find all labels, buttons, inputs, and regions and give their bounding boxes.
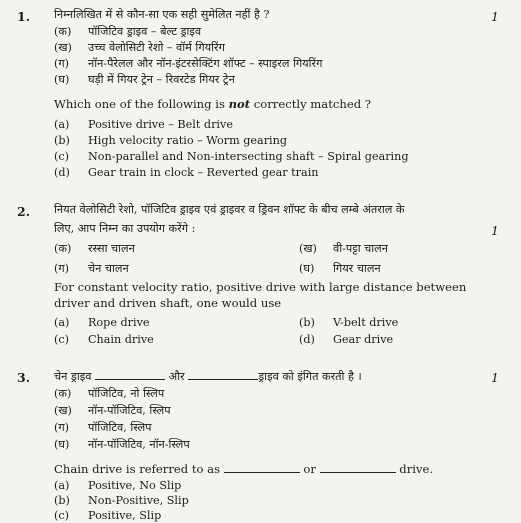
question-number: 1. bbox=[17, 9, 31, 24]
hindi-question-line: लिए, आप निम्न का उपयोग करेंगे : bbox=[54, 222, 196, 235]
english-question: Which one of the following is not correctly matched ? bbox=[54, 97, 372, 111]
question-number: 3. bbox=[17, 370, 31, 385]
marks: 1 bbox=[491, 370, 499, 385]
english-option: (a) Positive drive – Belt drive bbox=[54, 118, 233, 131]
english-question-line: For constant velocity ratio, positive drive with large distance between bbox=[54, 280, 467, 294]
english-option: (a) Rope drive bbox=[54, 316, 150, 329]
hindi-option: (क) पॉजिटिव, नो स्लिप bbox=[54, 387, 165, 400]
hindi-question: चेन ड्राइव और ड्राइव को इंगित करती है । bbox=[54, 370, 362, 383]
blank bbox=[95, 369, 165, 380]
hindi-question: निम्नलिखित में से कौन-सा एक सही सुमेलित नहीं है ? bbox=[54, 8, 270, 21]
hindi-option: (घ) घड़ी में गियर ट्रेन – रिवरटेड गियर ट्रेन bbox=[54, 73, 235, 86]
english-option: (d) Gear drive bbox=[299, 333, 394, 346]
hindi-option: (क) पॉजिटिव ड्राइव – बेल्ट ड्राइव bbox=[54, 25, 202, 38]
marks: 1 bbox=[491, 9, 499, 24]
hindi-option: (ख) वी-पट्टा चालन bbox=[299, 242, 388, 255]
english-option: (c) Non-parallel and Non-intersecting shaft – Spiral gearing bbox=[54, 150, 409, 163]
hindi-option: (घ) गियर चालन bbox=[299, 262, 381, 275]
hindi-option: (ख) उच्च वेलोसिटी रेशो – वॉर्म गियरिंग bbox=[54, 41, 225, 54]
blank bbox=[320, 462, 396, 473]
english-option: (d) Gear train in clock – Reverted gear train bbox=[54, 166, 319, 179]
english-option: (b) Non-Positive, Slip bbox=[54, 494, 189, 507]
marks: 1 bbox=[491, 223, 499, 238]
english-option: (b) V-belt drive bbox=[299, 316, 399, 329]
english-option: (a) Positive, No Slip bbox=[54, 479, 182, 492]
hindi-option: (क) रस्सा चालन bbox=[54, 242, 135, 255]
hindi-question-line: नियत वेलोसिटी रेशो, पॉजिटिव ड्राइव एवं ड्राइवर व ड्रिवन शॉफ्ट के बीच लम्बे अंतराल के bbox=[54, 203, 405, 216]
question-number: 2. bbox=[17, 204, 31, 219]
english-question: Chain drive is referred to as or drive. bbox=[54, 462, 434, 476]
english-option: (c) Positive, Slip bbox=[54, 509, 162, 522]
blank bbox=[224, 462, 300, 473]
hindi-option: (ख) नॉन-पॉजिटिव, स्लिप bbox=[54, 404, 171, 417]
english-question-line: driver and driven shaft, one would use bbox=[54, 296, 282, 310]
english-option: (b) High velocity ratio – Worm gearing bbox=[54, 134, 287, 147]
english-option: (c) Chain drive bbox=[54, 333, 154, 346]
hindi-option: (घ) नॉन-पॉजिटिव, नॉन-स्लिप bbox=[54, 438, 190, 451]
hindi-option: (ग) चेन चालन bbox=[54, 262, 129, 275]
hindi-option: (ग) पॉजिटिव, स्लिप bbox=[54, 421, 152, 434]
blank bbox=[188, 369, 258, 380]
hindi-option: (ग) नॉन-पैरेलल और नॉन-इंटरसेक्टिंग शॉफ्ट – स्पाइरल गियरिंग bbox=[54, 57, 323, 70]
